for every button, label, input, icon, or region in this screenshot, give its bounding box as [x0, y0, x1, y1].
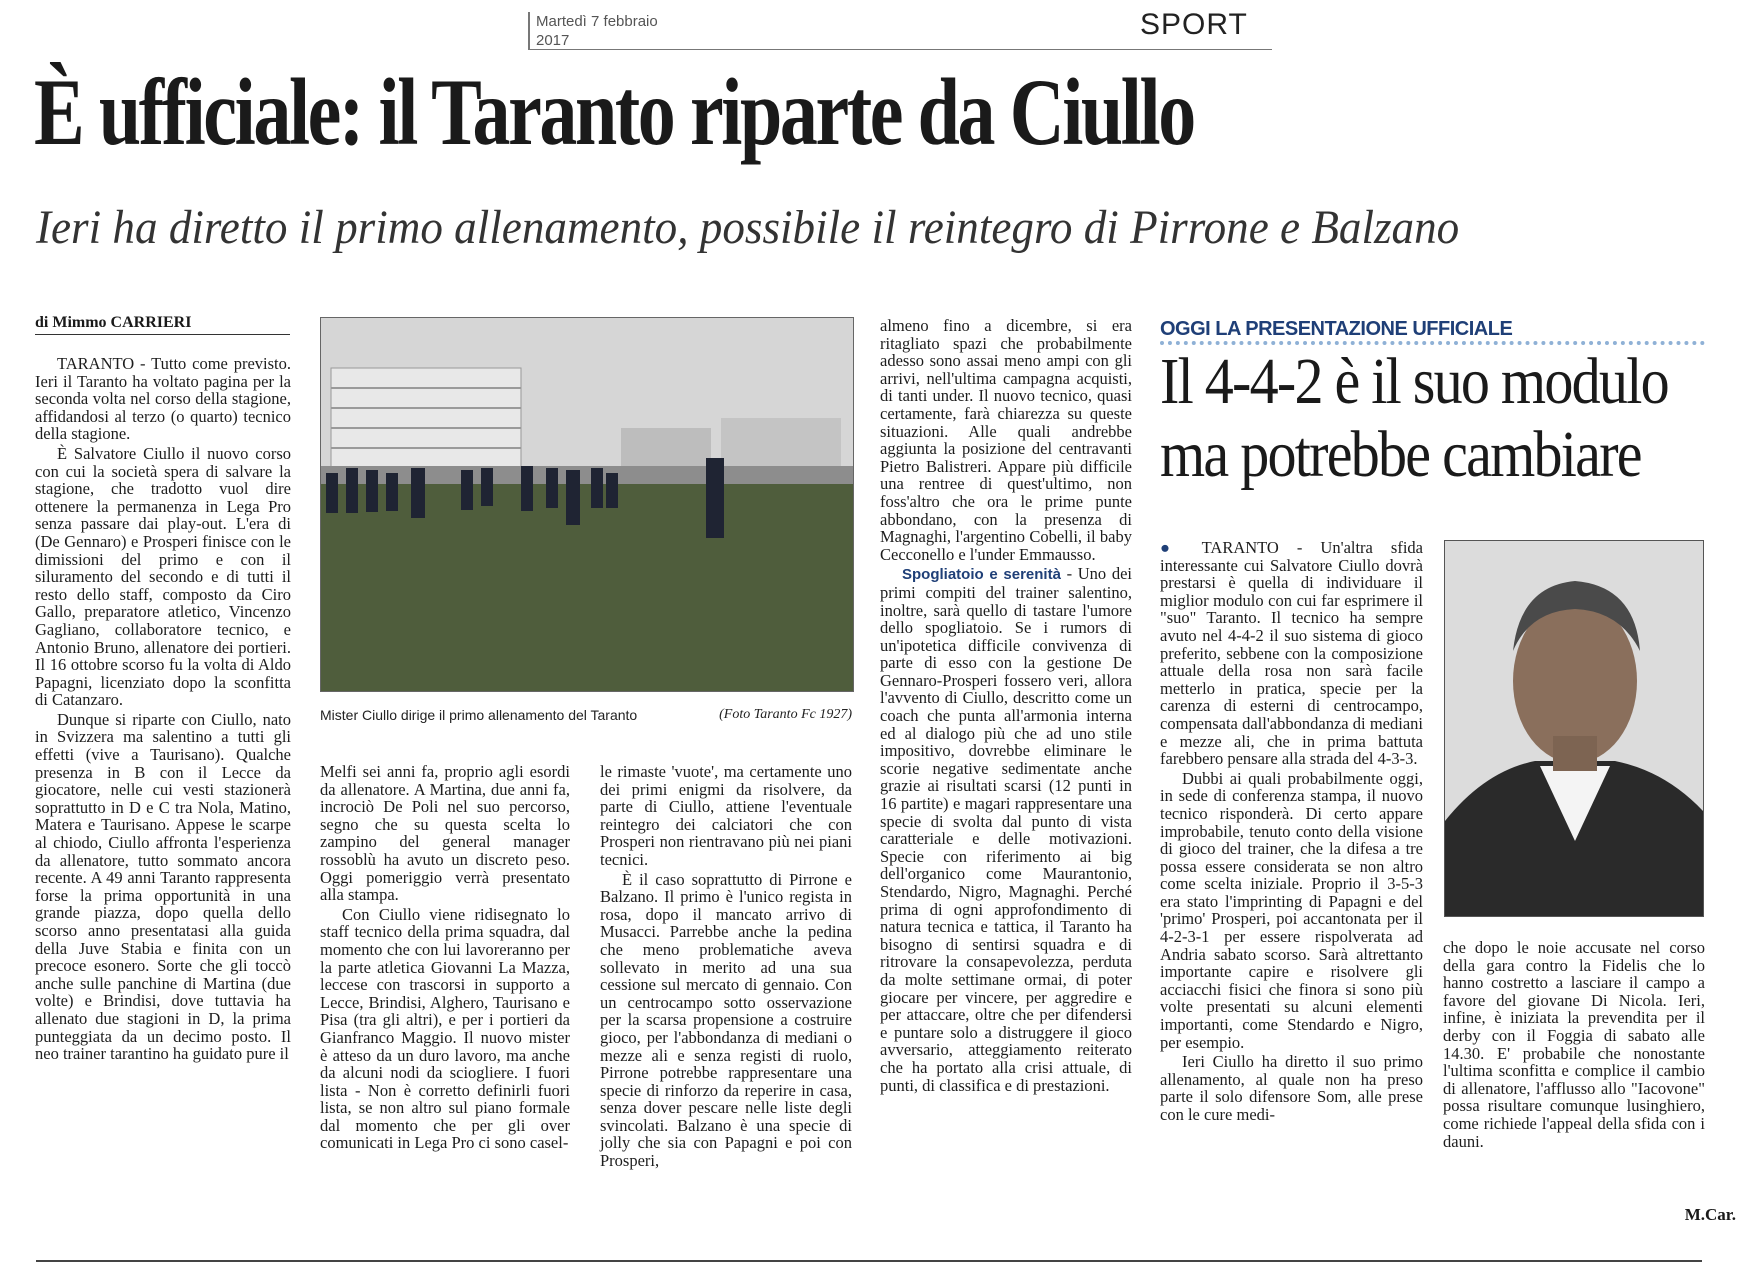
section-label: SPORT [1140, 8, 1248, 41]
headline: È ufficiale: il Taranto riparte da Ciullo [34, 59, 1194, 165]
paragraph: TARANTO - Tutto come previsto. Ieri il Taranto ha voltato pagina per la seconda volta nel corso della stagione, affidandosi al terzo (o quarto) tecnico della stagione. [35, 354, 291, 444]
photo-caption [320, 707, 852, 723]
paragraph-text: TARANTO - Un'altra sfida interessante cui Salvatore Ciullo dovrà prestarsi è quella di individuare il miglior modulo con cui far esprimere il "suo" Taranto. Il tecnico ha sempre avuto nel 4-4-2 il suo sistema di gioco preferito, sebbene con la composizione attuale della rosa non sarà facile metterlo in pratica, specie per la carenza di esterni di centrocampo, compensata dall'abbondanza di mediani e mezze ali, che in prima battuta farebbero pensare alla strada del 4-3-3. [1160, 538, 1423, 769]
paragraph: Ieri Ciullo ha diretto il suo primo allenamento, al quale non ha preso parte il solo difensore Som, alle prese con le cure medi- [1160, 1052, 1423, 1124]
header-rule [528, 49, 1272, 50]
paragraph: Dunque si riparte con Ciullo, nato in Svizzera ma salentino a tutti gli effetti (vive a Taurisano). Qualche presenza in B con il Lecce da giocatore, nelle cui vesti stazionerà soprattutto in D e C tra Nola, Matino, Matera e Taurisano. Appese le scarpe al chiodo, Ciullo affronta l'esperienza da allenatore, tutto sommato ancora recente. A 49 anni Taranto rappresenta forse la prima opportunità in una grande piazza, dopo quella dello scorso anno presentatasi alla guida della Juve Stabia e finita con un precoce esonero. Sorte che gli toccò anche sulle panchine di Martina (due volte) e Brindisi, dove tuttavia ha allenato due stagioni in D, la prima punteggiata da un decimo posto. Il neo trainer tarantino ha guidato pure il [35, 709, 291, 1064]
paragraph [880, 565, 1132, 1094]
photo-credit: (Foto Taranto Fc 1927) [719, 707, 852, 722]
ciullo-portrait-photo [1444, 540, 1704, 917]
author-signature: M.Car. [1684, 1205, 1736, 1224]
subsection-label: Spogliatoio e serenità [902, 566, 1061, 584]
dateline [528, 12, 716, 50]
portrait-image [1445, 541, 1703, 916]
paragraph: Dubbi ai quali probabilmente oggi, in sede di conferenza stampa, il nuovo tecnico risponderà. Di certo appare improbabile, tenuto conto della visione di gioco del trainer, che la difesa a tre possa essere considerata se non altro come scelta iniziale. Proprio il 3-5-3 era stato l'imprinting di Papagni e del 'primo' Prosperi, poi accantonata per il 4-2-3-1 per essere rispolverata ad Andria sabato scorso. Sarà altrettanto importante capire e risolvere gli acciacchi fisici che finora si sono più volte presentati su alcuni elementi importanti, come Stendardo e Nigro, per esempio. [1160, 768, 1423, 1052]
bottom-rule [36, 1260, 1702, 1262]
paragraph [1160, 539, 1423, 768]
training-photo-image [321, 318, 853, 691]
paragraph: È Salvatore Ciullo il nuovo corso con cui la società spera di salvare la stagione, che tradotto vuol dire ottenere la permanenza in Lega Pro senza passare dai play-out. L'era di (De Gennaro) e Prosperi finisce con le dimissioni del primo e con il siluramento del secondo e di tutti il resto dello staff, composto da Ciro Gallo, preparatore atletico, Vincenzo Gagliano, collaboratore tecnico, e Antonio Bruno, allenatore dei portieri. Il 16 ottobre scorso fu la volta di Aldo Papagni, licenziato dopo la sconfitta di Catanzaro. [35, 443, 291, 710]
sidebar-headline-line2: ma potrebbe cambiare [1160, 418, 1641, 491]
caption-text: Mister Ciullo dirige il primo allenamento del Taranto [320, 707, 638, 723]
article-column-3 [600, 763, 852, 1172]
section-name [1140, 8, 1290, 42]
sidebar-column-1 [1160, 539, 1423, 1126]
article-column-4 [880, 317, 1132, 1096]
byline: di Mimmo CARRIERI [35, 314, 290, 335]
article-column-1 [35, 355, 291, 1065]
paragraph: le rimaste 'vuote', ma certamente uno dei primi enigmi da risolvere, da parte di Ciullo, attiene l'eventuale reintegro dei calciatori che con Prosperi non rientravano più nei piani tecnici. [600, 762, 852, 869]
sidebar-kicker: OGGI LA PRESENTAZIONE UFFICIALE [1160, 318, 1705, 345]
date-day: Martedì 7 febbraio [536, 13, 658, 30]
paragraph: Melfi sei anni fa, proprio agli esordi da allenatore. A Martina, due anni fa, incrociò De Poli nel suo percorso, segno che su questa scelta lo zampino del general manager rossoblù ha avuto un discreto peso. Oggi pomeriggio verrà presentato alla stampa. [320, 762, 570, 905]
sidebar-headline-line1: Il 4-4-2 è il suo modulo [1160, 345, 1668, 418]
subsection-text: - Uno dei primi compiti del trainer salentino, inoltre, sarà quello di tastare l'umore dello spogliatoio. Se i rumors di un'ipotetica difficile convivenza di parte di esso con la gestione De Gennaro-Prosperi fossero veri, allora l'avvento di Ciullo, descritto come un coach che punta all'armonia interna ed al dialogo più che ad uno stile impositivo, dovrebbe eliminare le scorie negative sedimentate anche grazie ai risultati scarsi (12 punti in 16 partite) e magari rappresentare una specie di svolta dal punto di vista caratteriale e delle motivazioni. Specie con riferimento ai big dell'organico come Maurantonio, Stendardo, Nigro, Magnaghi. Perché prima di ogni approfondimento di natura tecnica e tattica, il Taranto ha bisogno di sentirsi squadra e di ritrovare la consapevolezza, perduta da molte settimane ormai, di poter giocare per vincere, per aggredire e per attaccare, oltre che per difendersi e puntare solo a distruggere il gioco avversario, atteggiamento reiterato che ha portato alla crisi attuale, di punti, di classifica e di prestazioni. [880, 564, 1132, 1095]
paragraph: È il caso soprattutto di Pirrone e Balzano. Il primo è l'unico regista in rosa, dopo il mancato arrivo di Musacci. Parrebbe anche la pedina che meno problematiche aveva sollevato in merito ad una sua cessione sul mercato di gennaio. Con un centrocampo sotto osservazione per la scarsa propensione a costruire gioco, per l'abbondanza di mediani o mezze ali e senza registi di ruolo, Pirrone potrebbe rappresentare una specie di rinforzo da reperire in casa, senza dover pescare nelle liste degli svincolati. Balzano è una specie di jolly che sia con Papagni e poi con Prosperi, [600, 869, 852, 1171]
article-column-2 [320, 763, 570, 1154]
bullet-icon: ● [1160, 538, 1184, 557]
paragraph: almeno fino a dicembre, si era ritagliato spazi che probabilmente adesso sono assai meno ampi con gli arrivi, nell'ultima campagna acquisti, di tanti under. Il nuovo tecnico, quasi certamente, farà chiarezza su queste situazioni. Alle quali andrebbe aggiunta la posizione del centravanti Pietro Balistreri. Appare più difficile una rentree di quest'ultimo, non foss'altro che ora le prime punte abbondano, con la presenza di Magnaghi, l'argentino Cobelli, il baby Cecconello e l'under Emmausso. [880, 316, 1132, 564]
date-year: 2017 [536, 32, 570, 49]
sidebar-column-2 [1443, 939, 1705, 1152]
subheadline: Ieri ha diretto il primo allenamento, possibile il reintegro di Pirrone e Balzano [36, 201, 1460, 254]
paragraph: Con Ciullo viene ridisegnato lo staff tecnico della prima squadra, dal momento che con lui lavoreranno per la parte atletica Giovanni La Mazza, leccese con trascorsi in supporto a Lecce, Brindisi, Alghero, Taurisano e Pisa (tra gli altri), e per i portieri da Gianfranco Maggio. Il nuovo mister è atteso da un duro lavoro, ma anche da alcuni nodi da sciogliere. I fuori lista - Non è corretto definirli fuori lista, se non altro sul piano formale dal momento che per gli over comunicati in Lega Pro ci sono casel- [320, 904, 570, 1153]
paragraph: che dopo le noie accusate nel corso della gara contro la Fidelis che lo hanno costretto a lasciare il campo a favore del giovane Di Nicola. Ieri, infine, è iniziata la prevendita per il derby con il Foggia di sabato alle 14.30. E' probabile che nonostante l'ultima sconfitta e complice il cambio di allenatore, l'afflusso allo "Iacovone" possa risultare comunque lusinghiero, come richiede l'appeal della sfida con i dauni. [1443, 938, 1705, 1151]
training-photo [320, 317, 854, 692]
sidebar-headline [1160, 345, 1670, 491]
